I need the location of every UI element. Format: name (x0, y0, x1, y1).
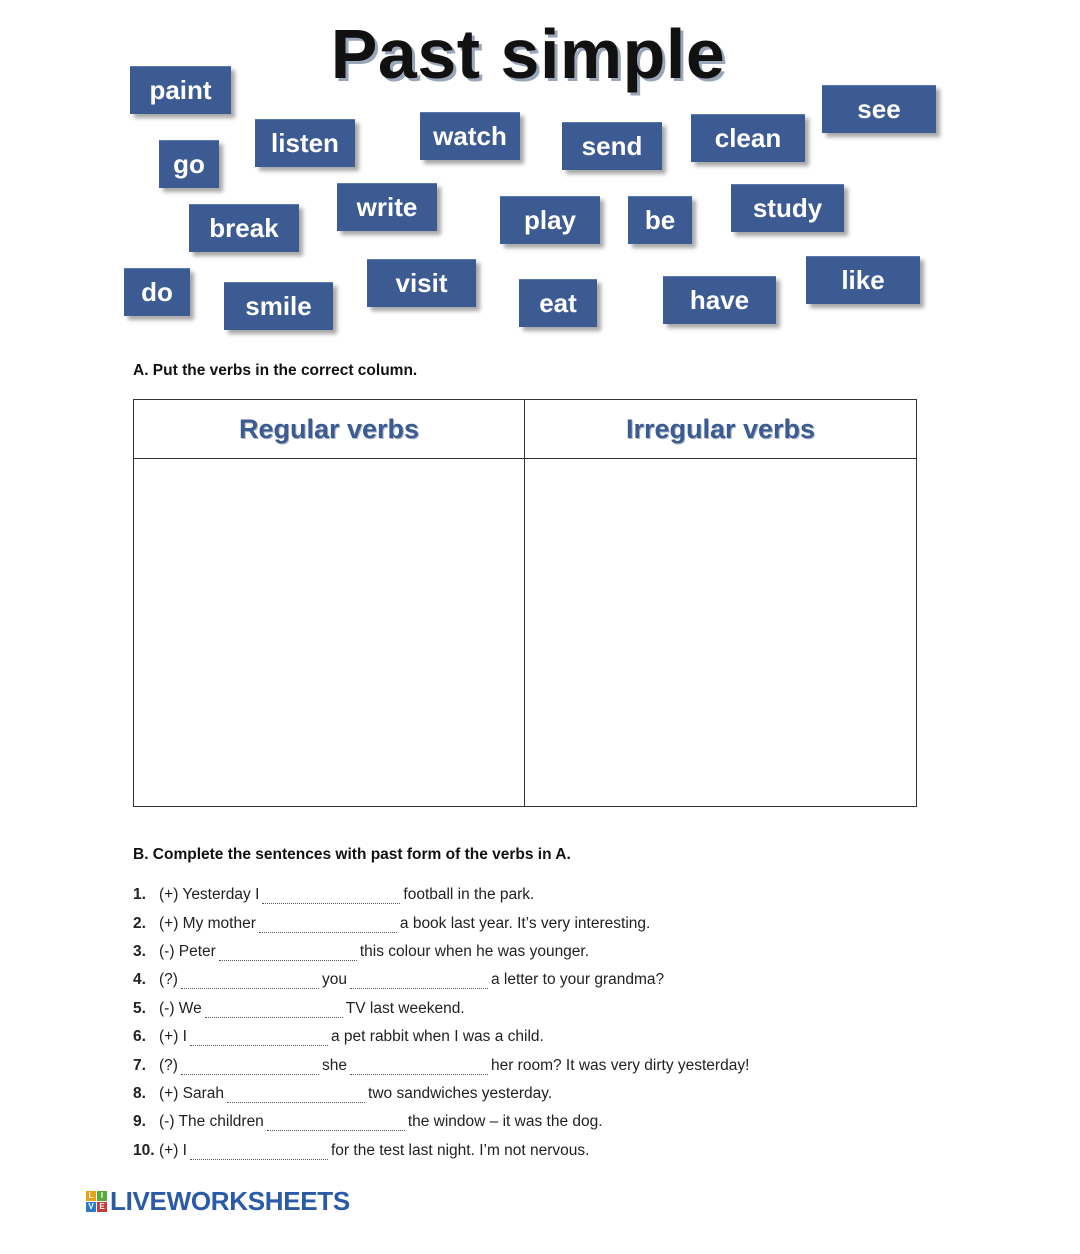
verb-tile-paint[interactable]: paint (130, 66, 231, 114)
verb-tile-like[interactable]: like (806, 256, 920, 304)
verb-tile-have[interactable]: have (663, 276, 776, 324)
answer-blank-2[interactable] (259, 915, 397, 933)
irregular-verbs-column (525, 400, 916, 806)
verb-tile-clean[interactable]: clean (691, 114, 805, 162)
sentence-list (133, 881, 933, 1165)
list-item: 3. (-) Peter this colour when he was younger. (133, 942, 590, 960)
verb-tile-see[interactable]: see (822, 85, 936, 133)
answer-blank-4b[interactable] (350, 971, 488, 989)
verb-tile-study[interactable]: study (731, 184, 844, 232)
list-item: 9. (-) The children the window – it was the dog. (133, 1113, 603, 1131)
answer-blank-7a[interactable] (181, 1057, 319, 1075)
answer-blank-5[interactable] (205, 1000, 343, 1018)
verb-tile-go[interactable]: go (159, 140, 219, 188)
list-item: 1. (+) Yesterday I football in the park. (133, 886, 535, 904)
verb-tile-listen[interactable]: listen (255, 119, 355, 167)
section-b-instruction: B. Complete the sentences with past form of the verbs in A. (133, 846, 571, 863)
verb-tile-send[interactable]: send (562, 122, 662, 170)
regular-verbs-heading: Regular verbs (134, 400, 524, 459)
liveworksheets-logo (86, 1186, 350, 1217)
logo-mark-icon: L I V E (86, 1191, 107, 1212)
answer-blank-10[interactable] (190, 1142, 328, 1160)
list-item: 4. (?) you a letter to your grandma? (133, 971, 665, 989)
verb-tile-break[interactable]: break (189, 204, 299, 252)
answer-blank-6[interactable] (190, 1028, 328, 1046)
section-a-instruction: A. Put the verbs in the correct column. (133, 362, 418, 379)
list-item: 7. (?) she her room? It was very dirty yesterday! (133, 1056, 750, 1074)
answer-blank-9[interactable] (267, 1113, 405, 1131)
list-item: 2. (+) My mother a book last year. It’s very interesting. (133, 914, 651, 932)
verb-sort-table (133, 399, 917, 807)
verb-tile-smile[interactable]: smile (224, 282, 333, 330)
verb-tile-write[interactable]: write (337, 183, 437, 231)
irregular-verbs-drop-zone[interactable] (525, 459, 916, 806)
verb-tile-do[interactable]: do (124, 268, 190, 316)
list-item: 6. (+) I a pet rabbit when I was a child. (133, 1028, 544, 1046)
answer-blank-1[interactable] (262, 886, 400, 904)
page-title: Past simple (330, 15, 726, 93)
verb-tile-be[interactable]: be (628, 196, 692, 244)
verb-tile-visit[interactable]: visit (367, 259, 476, 307)
verb-tile-eat[interactable]: eat (519, 279, 597, 327)
list-item: 8. (+) Sarah two sandwiches yesterday. (133, 1084, 553, 1102)
list-item: 5. (-) We TV last weekend. (133, 999, 465, 1017)
answer-blank-7b[interactable] (350, 1057, 488, 1075)
answer-blank-8[interactable] (227, 1085, 365, 1103)
regular-verbs-drop-zone[interactable] (134, 459, 524, 806)
regular-verbs-column (134, 400, 525, 806)
list-item: 10. (+) I for the test last night. I’m not nervous. (133, 1141, 590, 1159)
verb-tile-play[interactable]: play (500, 196, 600, 244)
verb-tile-watch[interactable]: watch (420, 112, 520, 160)
answer-blank-3[interactable] (219, 943, 357, 961)
answer-blank-4a[interactable] (181, 971, 319, 989)
irregular-verbs-heading: Irregular verbs (525, 400, 916, 459)
logo-text: LIVEWORKSHEETS (110, 1186, 350, 1216)
